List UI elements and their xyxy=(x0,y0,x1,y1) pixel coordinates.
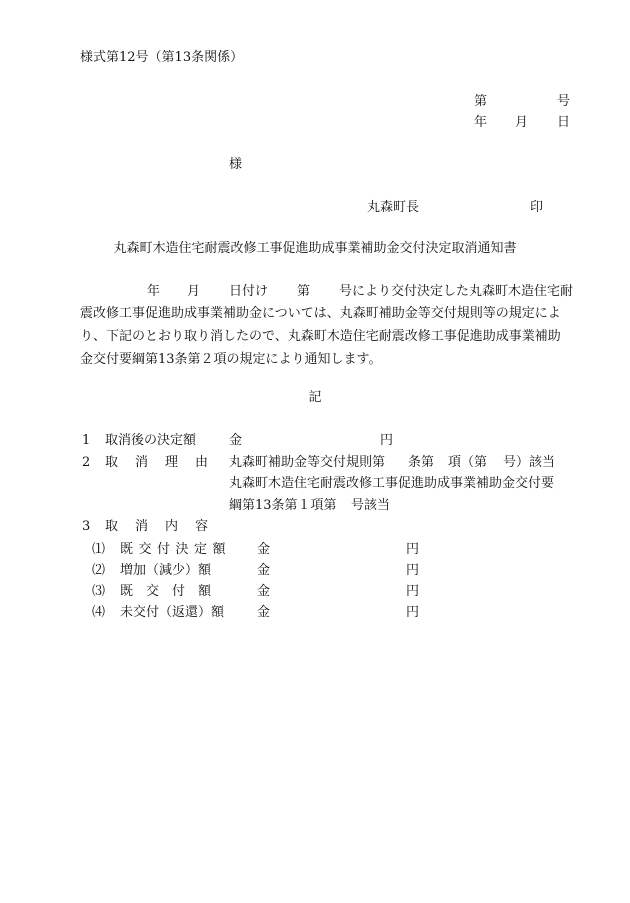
body-line4: 金交付要綱第13条第２項の規定により通知します。 xyxy=(80,352,382,367)
item2-rule-article: 条第 xyxy=(408,455,435,470)
subitem-yen: 円 xyxy=(406,563,420,578)
item2-label-char: 消 xyxy=(135,455,149,470)
subitem-kin: 金 xyxy=(257,563,271,578)
ki-heading: 記 xyxy=(308,390,322,405)
item3-label-char: 容 xyxy=(195,519,209,534)
body-number-prefix: 第 xyxy=(297,284,311,299)
issuer-title: 丸森町長 xyxy=(367,200,420,215)
item2-number: 2 xyxy=(82,455,91,470)
item1-number: 1 xyxy=(82,433,91,448)
doc-number-suffix: 号 xyxy=(557,94,571,109)
item2-label-char: 理 xyxy=(165,455,179,470)
date-year: 年 xyxy=(474,115,488,130)
item3-label-char: 消 xyxy=(135,519,149,534)
item1-label: 取消後の決定額 xyxy=(105,433,197,448)
item3-label-char: 内 xyxy=(165,519,179,534)
item1-kin: 金 xyxy=(229,433,243,448)
item2-rule-paragraph: 項（第 xyxy=(448,455,488,470)
subitem-yen: 円 xyxy=(406,584,420,599)
item3-number: 3 xyxy=(82,519,91,534)
subitem-number: ⑵ xyxy=(92,563,106,578)
form-label: 様式第12号（第13条関係） xyxy=(80,50,244,65)
subitem-yen: 円 xyxy=(406,542,420,557)
subitem-number: ⑷ xyxy=(92,605,106,620)
body-line3: り、下記のとおり取り消したので、丸森町木造住宅耐震改修工事促進助成事業補助 xyxy=(80,329,561,344)
subitem-kin: 金 xyxy=(257,542,271,557)
doc-number-prefix: 第 xyxy=(474,94,488,109)
subitem-label: 増加（減少）額 xyxy=(120,563,212,578)
body-paragraph xyxy=(80,302,580,371)
item3-label-char: 取 xyxy=(105,519,119,534)
body-month: 月 xyxy=(187,284,201,299)
body-line1-rest: 号により交付決定した丸森町木造住宅耐 xyxy=(339,284,574,299)
body-dated: 日付け xyxy=(229,284,269,299)
item1-yen: 円 xyxy=(380,433,394,448)
item2-rule-ref: 丸森町補助金等交付規則第 xyxy=(229,455,386,470)
subitem-label: 未交付（返還）額 xyxy=(120,605,225,620)
subitem-kin: 金 xyxy=(257,605,271,620)
item2-label-char: 取 xyxy=(105,455,119,470)
document-title: 丸森町木造住宅耐震改修工事促進助成事業補助金交付決定取消通知書 xyxy=(113,241,517,256)
addressee-suffix: 様 xyxy=(229,157,243,172)
body-line2: 震改修工事促進助成事業補助金については、丸森町補助金等交付規則等の規定によ xyxy=(80,306,561,321)
body-year: 年 xyxy=(147,284,161,299)
issuer-seal: 印 xyxy=(530,200,544,215)
item2-rule-item: 号）該当 xyxy=(503,455,556,470)
subitem-kin: 金 xyxy=(257,584,271,599)
item2-label-char: 由 xyxy=(195,455,209,470)
date-month: 月 xyxy=(515,115,529,130)
subitem-number: ⑴ xyxy=(92,542,106,557)
subitem-label: 既 交 付 額 xyxy=(120,584,212,599)
subitem-number: ⑶ xyxy=(92,584,106,599)
item2-guideline-ref: 丸森町木造住宅耐震改修工事促進助成事業補助金交付要 xyxy=(229,476,555,491)
item2-guideline-article: 綱第13条第１項第 xyxy=(229,498,337,513)
date-day: 日 xyxy=(557,115,571,130)
subitem-yen: 円 xyxy=(406,605,420,620)
item2-guideline-item: 号該当 xyxy=(351,498,391,513)
subitem-label: 既交付決定額 xyxy=(120,542,232,557)
